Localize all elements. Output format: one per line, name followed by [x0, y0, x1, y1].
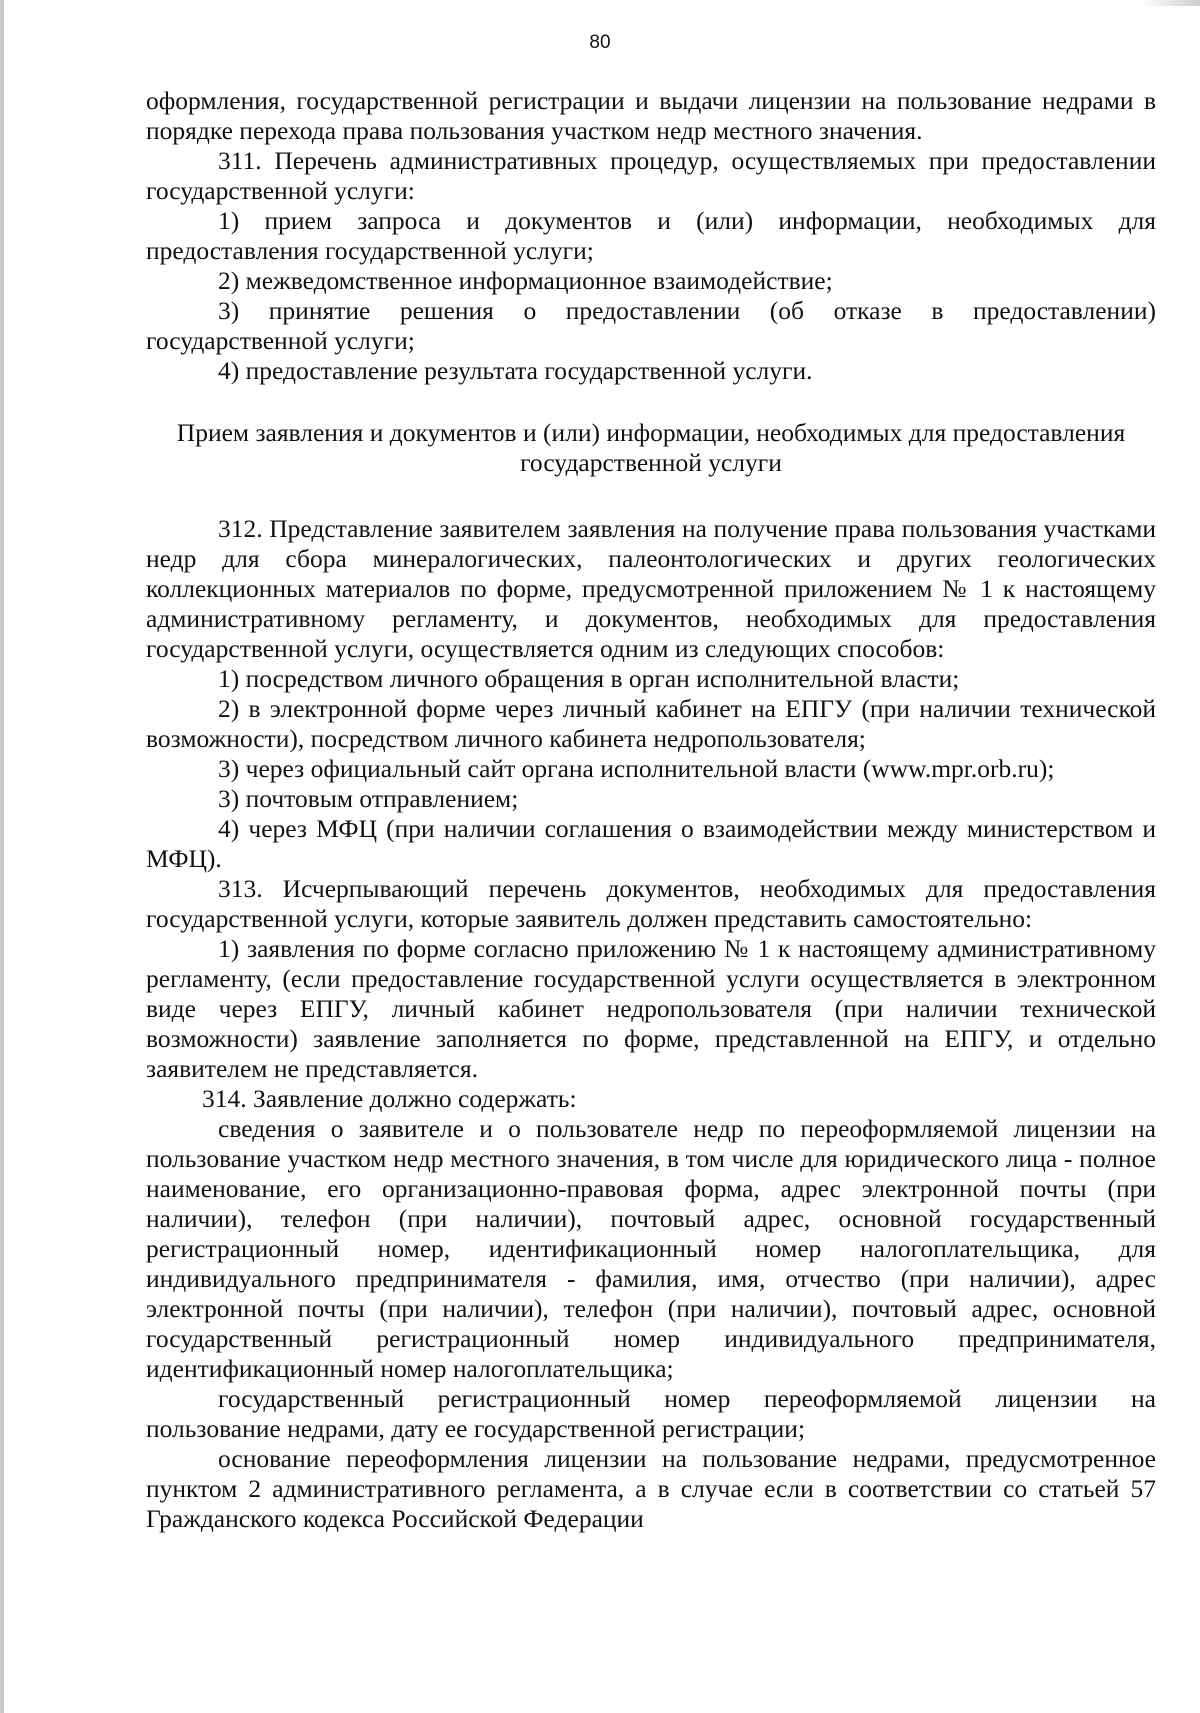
page-number: 80: [589, 32, 611, 53]
list-item: 3) почтовым отправлением;: [218, 784, 519, 813]
list-item: 2) межведомственное информационное взаимодействие;: [218, 266, 833, 295]
paragraph-item: государственный регистрационный номер переоформляемой лицензии на пользование недрами, дату ее государственной регистрации;: [146, 1384, 1156, 1443]
scan-corner: [1140, 0, 1200, 6]
paragraph-314: 314. Заявление должно содержать:: [202, 1084, 577, 1113]
list-item: 4) через МФЦ (при наличии соглашения о взаимодействии между министерством и МФЦ).: [146, 814, 1156, 873]
list-item: 1) прием запроса и документов и (или) информации, необходимых для предоставления государственной услуги;: [146, 206, 1156, 265]
paragraph-item: сведения о заявителе и о пользователе недр по переоформляемой лицензии на пользование участком недр местного значения, в том числе для юридического лица - полное наименование, его организационно-правовая форма, адрес электронной почты (при наличии), телефон (при наличии), почтовый адрес, основной государственный регистрационный номер, идентификационный номер налогоплательщика, для индивидуального предпринимателя - фамилия, имя, отчество (при наличии), адрес электронной почты (при наличии), телефон (при наличии), почтовый адрес, основной государственный регистрационный номер индивидуального предпринимателя, идентификационный номер налогоплательщика;: [146, 1114, 1156, 1383]
list-item: 3) принятие решения о предоставлении (об отказе в предоставлении) государственной услуги;: [146, 296, 1156, 355]
list-item: 4) предоставление результата государственной услуги.: [218, 356, 813, 385]
list-item: 1) заявления по форме согласно приложению № 1 к настоящему административному регламенту, (если предоставление государственной услуги осуществляется в электронном виде через ЕПГУ, личный кабинет недропользователя (при наличии технической возможности) заявление заполняется по форме, представленной на ЕПГУ, и отдельно заявителем не представляется.: [146, 934, 1156, 1083]
paragraph-312: 312. Представление заявителем заявления на получение права пользования участками недр для сбора минералогических, палеонтологических и других геологических коллекционных материалов по форме, предусмотренной приложением № 1 к настоящему административному регламенту, и документов, необходимых для предоставления государственной услуги, осуществляется одним из следующих способов:: [146, 514, 1156, 663]
list-item: 2) в электронной форме через личный кабинет на ЕПГУ (при наличии технической возможности), посредством личного кабинета недропользователя;: [146, 694, 1156, 753]
paragraph-311: 311. Перечень административных процедур, осуществляемых при предоставлении государственной услуги:: [146, 146, 1156, 205]
scan-edge: [0, 0, 4, 1713]
list-item: 3) через официальный сайт органа исполнительной власти (www.mpr.orb.ru);: [218, 754, 1055, 783]
paragraph-item: основание переоформления лицензии на пользование недрами, предусмотренное пунктом 2 административного регламента, а в случае если в соответствии со статьей 57 Гражданского кодекса Российской Федерации: [146, 1444, 1156, 1533]
paragraph-continuation: оформления, государственной регистрации и выдачи лицензии на пользование недрами в порядке перехода права пользования участком недр местного значения.: [146, 86, 1156, 145]
document-body: [146, 86, 1156, 1534]
section-heading: Прием заявления и документов и (или) информации, необходимых для предоставления государственной услуги: [176, 418, 1126, 477]
list-item: 1) посредством личного обращения в орган исполнительной власти;: [218, 664, 960, 693]
paragraph-313: 313. Исчерпывающий перечень документов, необходимых для предоставления государственной услуги, которые заявитель должен представить самостоятельно:: [146, 874, 1156, 933]
